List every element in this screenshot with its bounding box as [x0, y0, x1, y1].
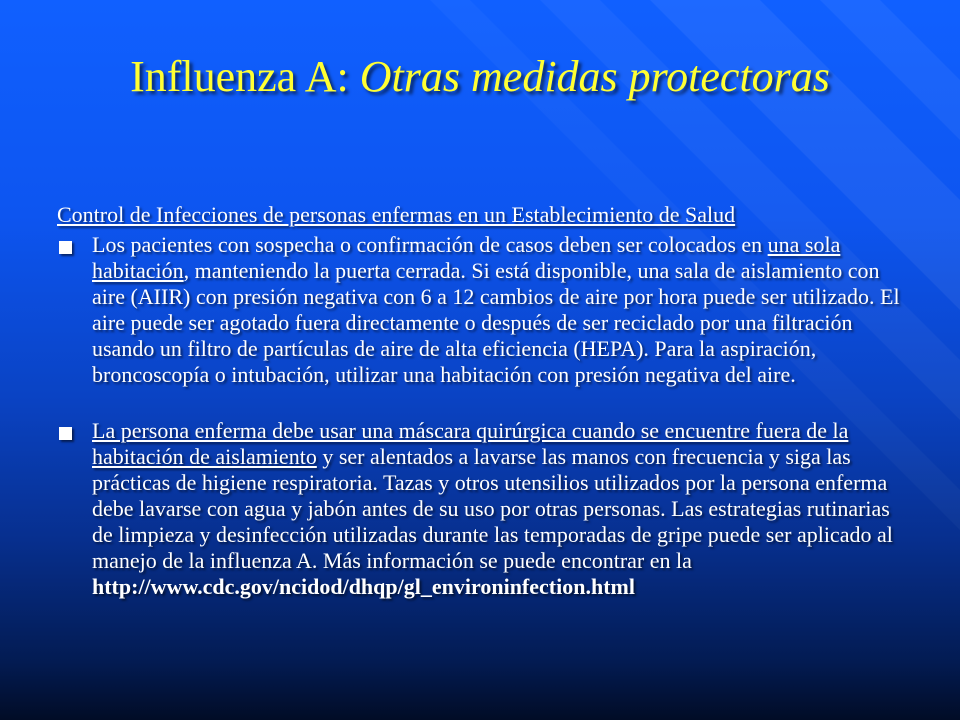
- bullet2-underlined-text: La persona enferma debe usar una máscara quirúrgica cuando se encuentre fuera de la habitación de aislamiento: [92, 418, 849, 469]
- title-italic-text: Otras medidas protectoras: [359, 52, 830, 101]
- bullet-item-surgical-mask: [57, 418, 907, 600]
- square-bullet-icon: [59, 241, 72, 254]
- square-bullet-icon: [59, 427, 72, 440]
- bullet1-text-start: Los pacientes con sospecha o confirmación de casos deben ser colocados en: [92, 232, 768, 257]
- bullet1-text-rest: , manteniendo la puerta cerrada. Si está disponible, una sala de aislamiento con aire (AIIR) con presión negativa con 6 a 12 cambios de aire por hora puede ser utilizado. El aire puede ser agotado fuera directamente o después de ser reciclado por una filtración usando un filtro de partículas de aire de alta eficiencia (HEPA). Para la aspiración, broncoscopía o intubación, utilizar una habitación con presión negativa del aire.: [92, 258, 900, 387]
- section-heading: Control de Infecciones de personas enfermas en un Establecimiento de Salud: [57, 202, 736, 227]
- bullet2-text-rest: y ser alentados a lavarse las manos con frecuencia y siga las prácticas de higiene respiratoria. Tazas y otros utensilios utilizados por la persona enferma debe lavarse con agua y jabón antes de su uso por otras personas. Las estrategias rutinarias de limpieza y desinfección utilizadas durante las temporadas de gripe puede ser aplicado al manejo de la influenza A. Más información se puede encontrar en la: [92, 444, 893, 573]
- title-text: Influenza A:: [130, 52, 360, 101]
- bullet-item-single-room: [57, 232, 907, 388]
- slide-title: [0, 52, 960, 102]
- cdc-url-link[interactable]: http://www.cdc.gov/ncidod/dhqp/gl_environinfection.html: [92, 574, 635, 599]
- bullet1-underlined-text: una sola habitación: [92, 232, 841, 283]
- slide-body: [57, 202, 907, 600]
